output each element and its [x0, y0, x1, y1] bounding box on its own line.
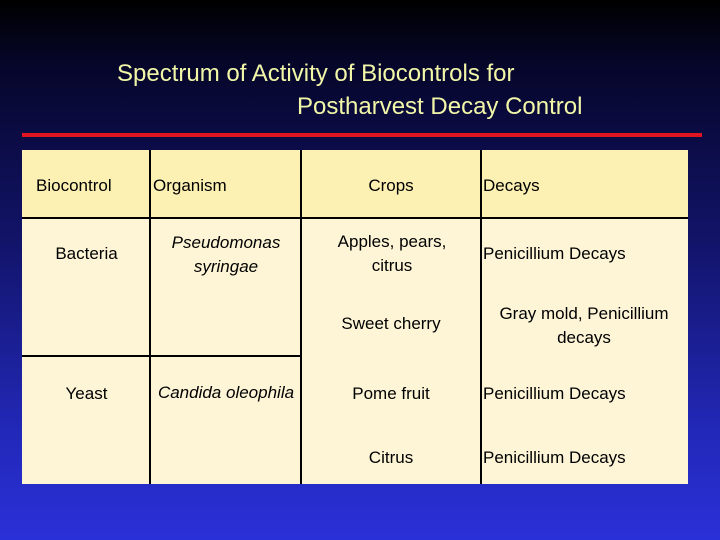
decays-cell: Penicillium Decays [483, 244, 626, 263]
biocontrol-bacteria: Bacteria [55, 244, 118, 263]
slide-title-line-2: Postharvest Decay Control [297, 93, 583, 120]
title-divider [22, 133, 702, 137]
table-divider [149, 150, 151, 484]
decays-cell: Penicillium Decays [483, 384, 626, 403]
header-crops: Crops [368, 176, 414, 195]
organism-pseudomonas: Pseudomonas syringae [171, 233, 281, 276]
decays-cell: Penicillium Decays [483, 448, 626, 467]
crops-cell: Pome fruit [352, 384, 430, 403]
header-decays: Decays [483, 176, 540, 195]
crops-cell: Sweet cherry [341, 314, 441, 333]
table-divider [22, 217, 688, 219]
decays-cell: Gray mold, Penicillium decays [499, 304, 669, 347]
header-organism: Organism [153, 176, 227, 195]
table-divider [22, 355, 302, 357]
organism-candida: Candida oleophila [157, 383, 295, 402]
crops-cell: Citrus [368, 448, 414, 467]
header-biocontrol: Biocontrol [36, 176, 112, 195]
biocontrol-yeast: Yeast [65, 384, 108, 403]
crops-cell: Apples, pears, citrus [337, 232, 447, 275]
slide-title-line-1: Spectrum of Activity of Biocontrols for [117, 60, 515, 87]
table-divider [480, 150, 482, 484]
